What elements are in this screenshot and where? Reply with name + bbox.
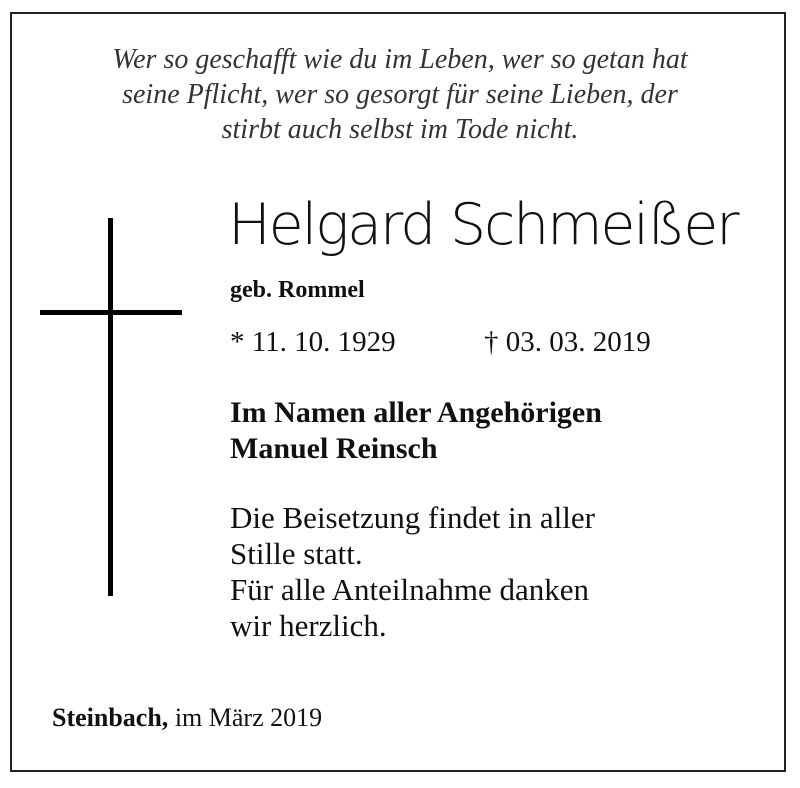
maiden-name: geb. Rommel: [230, 277, 365, 303]
family-line: Manuel Reinsch: [230, 432, 438, 465]
cross-vertical-beam: [108, 218, 113, 596]
family-signature: [230, 395, 602, 467]
death-date: † 03. 03. 2019: [484, 326, 651, 358]
funeral-notice: [230, 500, 595, 644]
notice-line: Stille statt.: [230, 536, 363, 571]
issue-date: im März 2019: [174, 703, 323, 732]
notice-line: wir herzlich.: [230, 608, 387, 643]
place-name: Steinbach,: [52, 703, 169, 732]
motto-verse: [30, 42, 770, 147]
place-and-date: [52, 702, 322, 734]
motto-line: Wer so geschafft wie du im Leben, wer so getan hat: [112, 44, 688, 75]
motto-line: seine Pflicht, wer so gesorgt für seine Lieben, der: [122, 79, 678, 110]
motto-line: stirbt auch selbst im Tode nicht.: [221, 114, 579, 145]
deceased-name: Helgard Schmeißer: [228, 192, 738, 258]
notice-line: Die Beisetzung findet in aller: [230, 500, 595, 535]
notice-line: Für alle Anteilnahme danken: [230, 572, 589, 607]
birth-date: * 11. 10. 1929: [230, 326, 396, 358]
cross-horizontal-beam: [40, 310, 182, 315]
family-line: Im Namen aller Angehörigen: [230, 396, 602, 429]
